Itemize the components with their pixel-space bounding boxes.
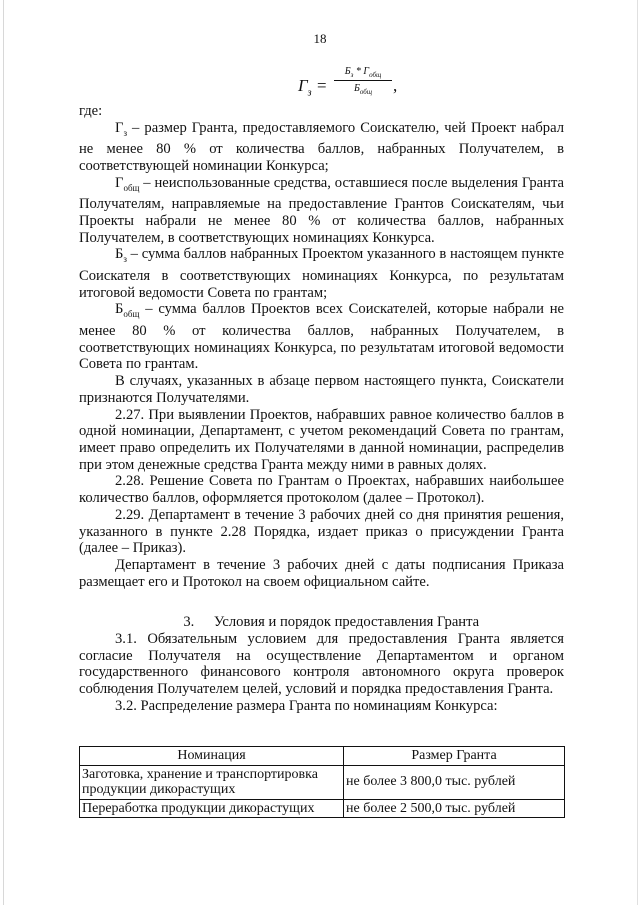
definition-gz: $Г_з$ – размер Гранта, предоставляемого Соискателю, чей Проект набрал не менее 80 % от количества баллов, набранных Получателем, в соответствующей номинации Конкурса;: [79, 119, 564, 175]
scan-edge-left: [3, 0, 4, 905]
formula-lhs: $Г_з$ =: [298, 76, 328, 99]
table-cell-amount: не более 2 500,0 тыс. рублей: [344, 799, 565, 818]
definition-bobsh: $Б_{общ}$ – сумма баллов Проектов всех Соискателей, которые набрали не менее 80 % от количества баллов, набранных Получателем, в соответствующих номинациях Конкурса, по результатам итоговой ведомости Совета по грантам.: [79, 301, 564, 373]
paragraph-3-1: 3.1. Обязательным условием для предоставления Гранта является согласие Получателя на осуществление Департаментом и органом государственного финансового контроля автономного округа проверок соблюдения Получателем целей, условий и порядка предоставления Гранта.: [79, 631, 564, 698]
table-cell-nomination: Заготовка, хранение и транспортировка продукции дикорастущих: [80, 765, 344, 799]
table-row: [80, 799, 565, 818]
section-heading: [79, 614, 564, 631]
table-row: [80, 765, 565, 799]
scan-edge-right: [637, 0, 638, 905]
formula-numerator: $Б_з * Г_{общ}$: [334, 66, 392, 81]
formula-fraction: [334, 66, 392, 96]
table-cell-nomination: Переработка продукции дикорастущих: [80, 799, 344, 818]
table-cell-amount: не более 3 800,0 тыс. рублей: [344, 765, 565, 799]
section-number: 3.: [183, 614, 195, 631]
formula-comma: ,: [393, 76, 398, 95]
formula-denominator: $Б_{общ}$: [353, 83, 373, 96]
section-title: Условия и порядок предоставления Гранта: [213, 614, 480, 631]
document-body: [79, 103, 564, 715]
definition-bz: $Б_з$ – сумма баллов набранных Проектом указанного в настоящем пункте Соискателя в соответствующих номинациях Конкурса, по результатам итоговой ведомости Совета по грантам;: [79, 246, 564, 301]
grant-distribution-table: [79, 746, 565, 818]
paragraph-3-2: 3.2. Распределение размера Гранта по номинациям Конкурса:: [115, 697, 498, 714]
table-header-nomination: Номинация: [80, 747, 344, 766]
table-header-row: [80, 747, 565, 766]
paragraph-2-28: 2.28. Решение Совета по Грантам о Проектах, набравших наибольшее количество баллов, оформляется протоколом (далее – Протокол).: [79, 473, 564, 507]
paragraph-2-27: 2.27. При выявлении Проектов, набравших равное количество баллов в одной номинации, Департамент, с учетом рекомендаций Совета по грантам, имеет право определить их Получателями в данной номинации, распределив при этом денежные средства Гранта между ними в равных долях.: [79, 406, 564, 473]
where-label: где:: [79, 103, 103, 119]
paragraph-publication: Департамент в течение 3 рабочих дней с даты подписания Приказа размещает его и Протокол на своем официальном сайте.: [79, 556, 564, 590]
page-number: 18: [313, 31, 327, 46]
table-header-amount: Размер Гранта: [344, 747, 565, 766]
definition-gobsh: $Г_{общ}$ – неиспользованные средства, оставшиеся после выделения Гранта Получателям, направляемые на предоставление Грантов Соискателям, чьи Проекты набрали не менее 80 % от количества баллов, набранных Получателем, в соответствующих номинациях Конкурса.: [79, 174, 564, 246]
paragraph-2-29: 2.29. Департамент в течение 3 рабочих дней со дня принятия решения, указанного в пункте 2.28 Порядка, издает приказ о присуждении Гранта (далее – Приказ).: [79, 506, 564, 557]
paragraph-recipients: В случаях, указанных в абзаце первом настоящего пункта, Соискатели признаются Получателями.: [79, 373, 564, 406]
